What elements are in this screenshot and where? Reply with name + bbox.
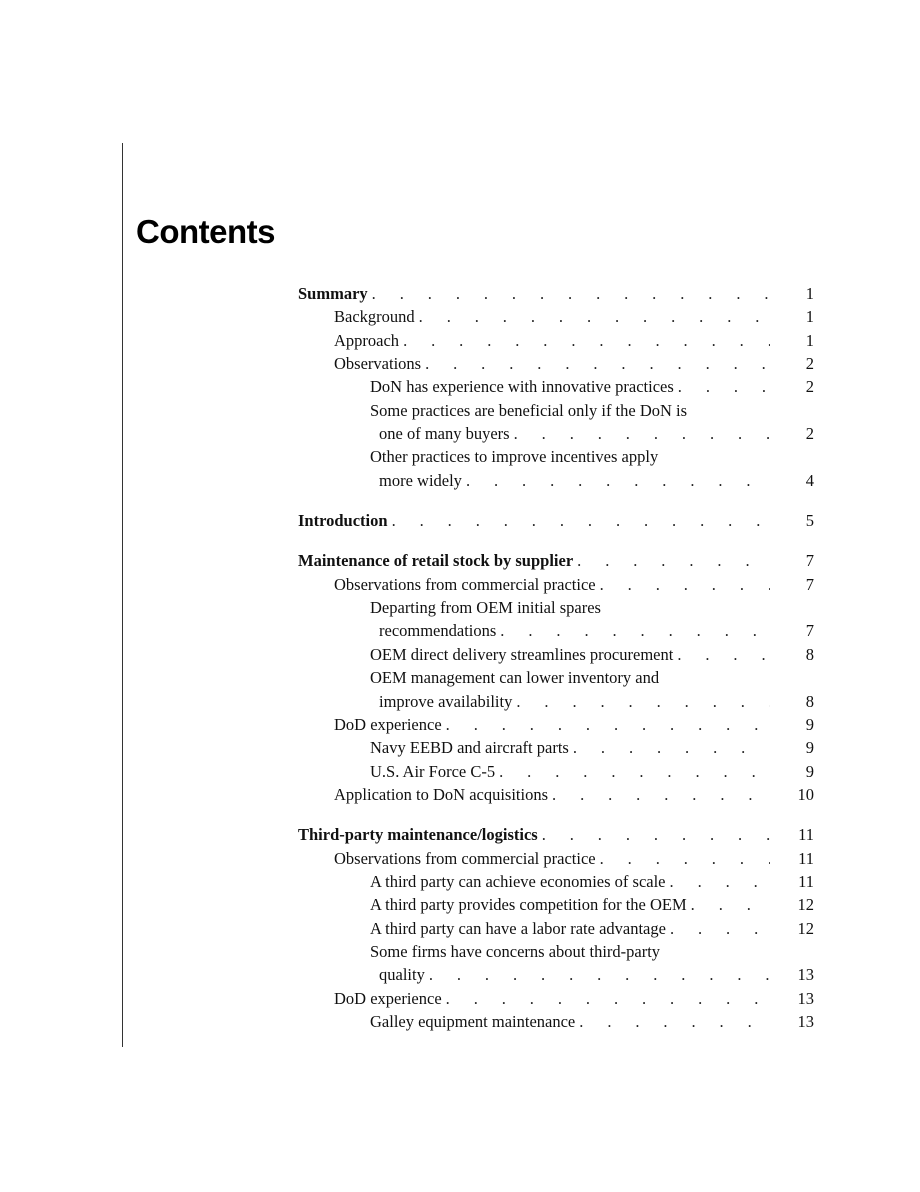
toc-entry-title: more widely <box>379 470 462 490</box>
toc-page-number: 8 <box>805 644 814 664</box>
toc-entry[interactable] <box>298 596 814 619</box>
dot-leader <box>573 736 770 759</box>
dot-leader <box>691 893 770 916</box>
toc-page-number: 2 <box>805 377 814 397</box>
toc-page-number: 11 <box>798 871 814 891</box>
toc-entry[interactable] <box>298 469 814 492</box>
toc-entry[interactable] <box>298 823 814 846</box>
dot-leader <box>552 783 770 806</box>
toc-page-number: 2 <box>805 424 814 444</box>
dot-leader <box>577 549 770 572</box>
toc-page-number: 7 <box>805 551 814 571</box>
dot-leader <box>516 690 770 713</box>
toc-page-number: 9 <box>805 738 814 758</box>
toc-entry-title: Summary <box>298 284 368 303</box>
toc-entry-title: A third party can achieve economies of scale <box>370 871 666 891</box>
toc-entry-title: Observations from commercial practice <box>334 574 596 594</box>
dot-leader <box>670 917 770 940</box>
page-title: Contents <box>136 213 275 250</box>
dot-leader <box>600 847 770 870</box>
toc-page-number: 9 <box>805 714 814 734</box>
toc-entry[interactable] <box>298 549 814 572</box>
toc-entry-title: Introduction <box>298 511 388 531</box>
toc-entry-title: Background <box>334 307 415 327</box>
toc-entry[interactable] <box>298 760 814 783</box>
toc-entry[interactable] <box>298 619 814 642</box>
toc-entry[interactable] <box>298 509 814 532</box>
toc-entry[interactable] <box>298 352 814 375</box>
toc-page-number: 13 <box>797 1011 814 1031</box>
toc-entry[interactable] <box>298 643 814 666</box>
dot-leader <box>677 643 770 666</box>
dot-leader <box>579 1010 770 1033</box>
toc-entry[interactable] <box>298 445 814 468</box>
toc-entry[interactable] <box>298 375 814 398</box>
toc-page-number: 10 <box>797 784 814 804</box>
toc-entry-title: Approach <box>334 330 400 350</box>
toc-entry-title: Galley equipment maintenance <box>370 1011 576 1031</box>
toc-entry-title: DoD experience <box>334 714 442 734</box>
toc-entry[interactable] <box>298 422 814 445</box>
dot-leader <box>392 509 770 532</box>
dot-leader <box>446 987 770 1010</box>
dot-leader <box>542 823 770 846</box>
toc-entry[interactable] <box>298 847 814 870</box>
dot-leader <box>425 352 770 375</box>
toc-page-number: 2 <box>805 354 814 374</box>
toc-entry[interactable] <box>298 987 814 1010</box>
toc-page-number: 1 <box>805 307 814 327</box>
toc-page-number: 7 <box>805 621 814 641</box>
toc-entry[interactable] <box>298 1010 814 1033</box>
toc-entry-title: Third-party maintenance/logistics <box>298 825 538 845</box>
toc-entry[interactable] <box>298 282 814 305</box>
dot-leader <box>500 619 770 642</box>
toc-entry[interactable] <box>298 305 814 328</box>
margin-rule <box>122 143 123 1047</box>
toc-entry[interactable] <box>298 329 814 352</box>
toc-entry[interactable] <box>298 713 814 736</box>
toc-entry-title: Departing from OEM initial spares <box>370 598 601 618</box>
toc-entry-title: Other practices to improve incentives apply <box>370 447 659 467</box>
toc-page-number: 5 <box>805 511 814 531</box>
toc-page-number: 11 <box>798 825 814 845</box>
dot-leader <box>446 713 770 736</box>
toc-entry[interactable] <box>298 573 814 596</box>
toc-entry[interactable] <box>298 399 814 422</box>
toc-page-number: 12 <box>797 895 814 915</box>
toc-entry[interactable] <box>298 870 814 893</box>
toc-entry-title: U.S. Air Force C-5 <box>370 761 496 781</box>
toc-entry-title: DoN has experience with innovative practices <box>370 377 674 397</box>
toc-entry-title: OEM management can lower inventory and <box>370 668 660 688</box>
toc-entry-title: A third party can have a labor rate advantage <box>370 918 666 938</box>
dot-leader <box>514 422 770 445</box>
toc-entry[interactable] <box>298 917 814 940</box>
toc-entry[interactable] <box>298 690 814 713</box>
toc-entry-title: Maintenance of retail stock by supplier <box>298 551 574 571</box>
toc-entry-title: Some practices are beneficial only if the DoN is <box>370 400 688 420</box>
toc-entry[interactable] <box>298 736 814 759</box>
dot-leader <box>403 329 770 352</box>
dot-leader <box>429 963 770 986</box>
toc-entry-title: recommendations <box>379 621 497 641</box>
table-of-contents <box>298 282 814 1033</box>
toc-entry[interactable] <box>298 783 814 806</box>
toc-entry[interactable] <box>298 963 814 986</box>
toc-entry-title: quality <box>379 965 425 985</box>
toc-entry-title: Observations from commercial practice <box>334 848 596 868</box>
toc-entry-title: DoD experience <box>334 988 442 1008</box>
toc-entry-title: Navy EEBD and aircraft parts <box>370 738 569 758</box>
toc-entry-title: OEM direct delivery streamlines procurement <box>370 644 674 664</box>
toc-entry[interactable] <box>298 940 814 963</box>
toc-entry-title: A third party provides competition for the OEM <box>370 895 687 915</box>
toc-entry-title: Observations <box>334 354 422 374</box>
dot-leader <box>372 282 770 305</box>
toc-entry-title: Some firms have concerns about third-party <box>370 941 661 961</box>
toc-page-number: 1 <box>805 284 814 303</box>
toc-entry-title: one of many buyers <box>379 424 510 444</box>
toc-page-number: 11 <box>798 848 814 868</box>
toc-page-number: 7 <box>805 574 814 594</box>
toc-page-number: 8 <box>805 691 814 711</box>
toc-page-number: 13 <box>797 988 814 1008</box>
toc-page-number: 4 <box>805 470 814 490</box>
toc-entry-title: Application to DoN acquisitions <box>334 784 549 804</box>
toc-entry-title: improve availability <box>379 691 513 711</box>
toc-page-number: 13 <box>797 965 814 985</box>
toc-entry[interactable] <box>298 893 814 916</box>
dot-leader <box>678 375 770 398</box>
dot-leader <box>466 469 770 492</box>
toc-page-number: 9 <box>805 761 814 781</box>
toc-page-number: 1 <box>805 330 814 350</box>
dot-leader <box>600 573 770 596</box>
toc-page-number: 12 <box>797 918 814 938</box>
dot-leader <box>419 305 770 328</box>
dot-leader <box>670 870 770 893</box>
dot-leader <box>499 760 770 783</box>
toc-entry[interactable] <box>298 666 814 689</box>
